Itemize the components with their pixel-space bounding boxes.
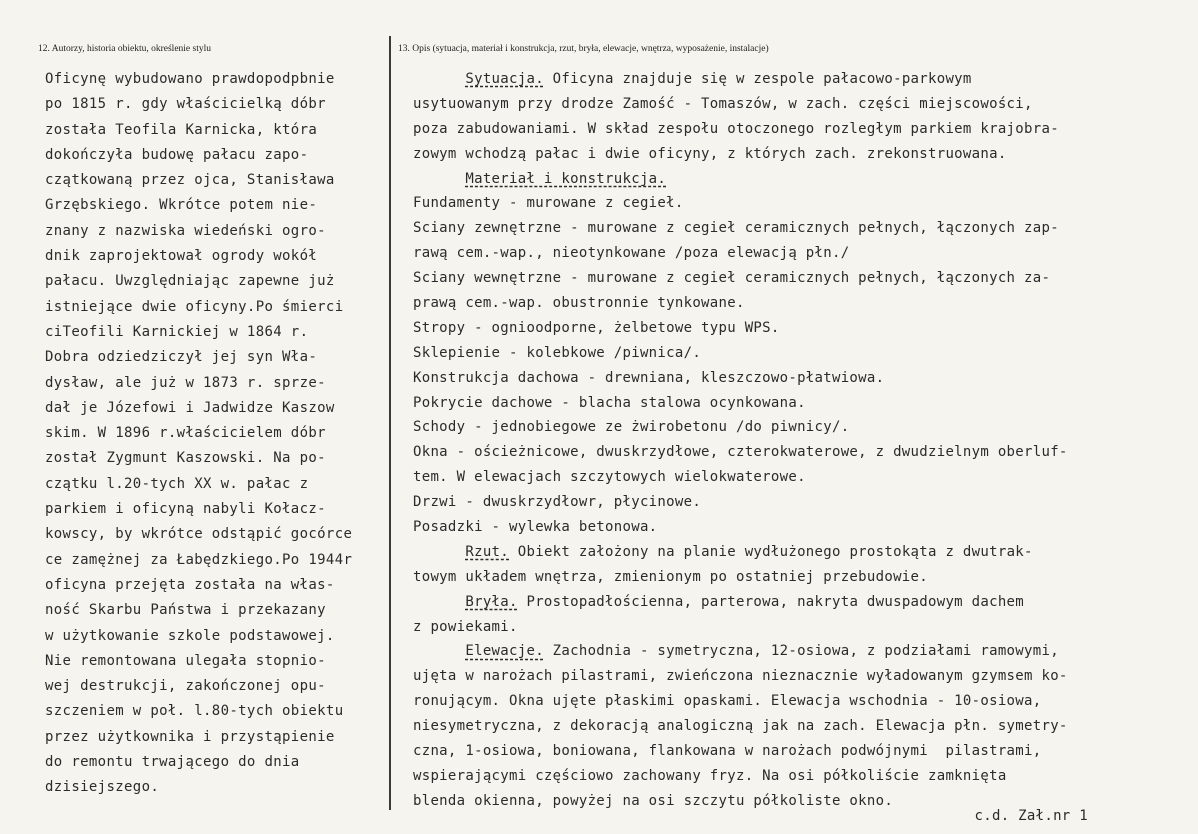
line-text: Obiekt założony na planie wydłużonego prostokąta z dwutrak- [509,543,1033,560]
description-line [413,565,1183,590]
line-text: Okna - ościeżnicowe, dwuskrzydłowe, czterokwaterowe, z dwudzielnym oberluf- [413,444,1068,461]
section-heading: Elewacje. [465,643,544,660]
history-line: pałacu. Uwzględniając zapewne już [45,273,335,290]
history-line: ce zamężnej za Łabędzkiego.Po 1944r [45,551,353,568]
history-line: dokończyła budowę pałacu zapo- [45,146,309,163]
line-text: Oficyna znajduje się w zespole pałacowo-parkowym [543,71,972,87]
description-line [413,67,1183,92]
history-line: parkiem i oficyną nabyli Kołacz- [45,501,326,518]
description-line [413,615,1183,640]
description-line [413,590,1183,615]
description-line [413,316,1183,341]
description-line [413,167,1183,192]
description-line [413,341,1183,366]
line-text: Sciany zewnętrzne - murowane z cegieł ceramicznych pełnych, łączonych zap- [413,220,1059,237]
description-line [413,689,1183,714]
description-line [413,241,1183,266]
description-line [413,391,1183,416]
history-line: czątku l.20-tych XX w. pałac z [45,475,309,492]
description-line [413,117,1183,142]
history-line: czątkowaną przez ojca, Stanisława [45,172,335,189]
line-indent [413,544,465,560]
section-13-header: 13. Opis (sytuacja, materiał i konstrukcja, rzut, bryła, elewacje, wnętrza, wyposażenie, instalacje) [398,44,769,54]
section-heading: Bryła. [465,593,518,610]
history-line: dnik zaprojektował ogrody wokół [45,248,318,265]
description-line [413,291,1183,316]
line-text: usytuowanym przy drodze Zamość - Tomaszów, w zach. części miejscowości, [413,95,1033,112]
line-text: Pokrycie dachowe - blacha stalowa ocynkowana. [413,394,806,411]
history-line: ność Skarbu Państwa i przekazany [45,602,326,619]
line-text: ujęta w narożach pilastrami, zwieńczona nieznacznie wyładowanym gzymsem ko- [413,668,1068,685]
line-text: Posadzki - wylewka betonowa. [413,519,658,536]
line-indent [413,643,465,659]
description-line [413,191,1183,216]
description-line [413,266,1183,291]
line-text: blenda okienna, powyżej na osi szczytu półkoliste okno. [413,792,894,809]
description-line [413,415,1183,440]
line-text: Schody - jednobiegowe ze żwirobetonu /do piwnicy/. [413,419,850,436]
line-text: z powiekami. [413,618,518,635]
history-line: istniejące dwie oficyny.Po śmierci [45,298,344,315]
section-heading: Sytuacja. [465,71,544,87]
section-heading: Rzut. [465,543,510,560]
line-text: prawą cem.-wap. obustronnie tynkowane. [413,295,745,312]
description-text-column [413,67,1183,814]
line-text: towym układem wnętrza, zmienionym po ostatniej przebudowie. [413,568,928,585]
history-line: kowscy, by wkrótce odstąpić gocórce [45,526,353,543]
section-12-header: 12. Autorzy, historia obiektu, określenie stylu [38,44,211,54]
history-line: dał je Józefowi i Jadwidze Kaszow [45,399,335,416]
line-text: Drzwi - dwuskrzydłowr, płycinowe. [413,494,702,511]
line-text: rawą cem.-wap., nieotynkowane /poza elewacją płn./ [413,245,850,262]
line-text: ronującym. Okna ujęte płaskimi opaskami. Elewacja wschodnia - 10-osiowa, [413,693,1042,710]
line-text: Sciany wewnętrzne - murowane z cegieł ceramicznych pełnych, łączonych za- [413,270,1051,287]
line-indent [413,71,465,87]
history-line: została Teofila Karnicka, która [45,121,318,138]
footer-note: c.d. Zał.nr 1 [974,808,1088,824]
line-text: Prostopadłościenna, parterowa, nakryta dwuspadowym dachem [517,593,1025,610]
history-text-column [45,67,390,801]
description-line [413,739,1183,764]
description-line [413,440,1183,465]
line-text: Konstrukcja dachowa - drewniana, kleszczowo-płatwiowa. [413,369,885,386]
description-line [413,664,1183,689]
history-line: skim. W 1896 r.właścicielem dóbr [45,425,326,442]
history-line: do remontu trwającego do dnia [45,754,300,771]
line-text: wspierającymi częściowo zachowany fryz. Na osi półkoliście zamknięta [413,767,1007,784]
history-line: Nie remontowana ulegała stopnio- [45,652,326,669]
history-line: znany z nazwiska wiedeński ogro- [45,222,326,239]
line-text: Zachodnia - symetryczna, 12-osiowa, z podziałami ramowymi, [543,643,1059,660]
history-line: został Zygmunt Kaszowski. Na po- [45,450,326,467]
history-line: w użytkowanie szkole podstawowej. [45,627,335,644]
description-line [413,465,1183,490]
description-line [413,515,1183,540]
history-line: dzisiejszego. [45,779,160,796]
description-line [413,216,1183,241]
section-heading: Materiał i konstrukcja. [465,170,667,187]
line-text: Stropy - ognioodporne, żelbetowe typu WPS. [413,319,780,336]
history-line: szczeniem w poł. l.80-tych obiektu [45,703,344,720]
line-text: tem. W elewacjach szczytowych wielokwaterowe. [413,469,806,486]
history-line: oficyna przejęta została na włas- [45,576,335,593]
history-line: dysław, ale już w 1873 r. sprze- [45,374,326,391]
line-text: Sklepienie - kolebkowe /piwnica/. [413,344,702,361]
description-line [413,490,1183,515]
history-line: ciTeofili Karnickiej w 1864 r. [45,323,309,340]
line-indent [413,594,465,610]
line-indent [413,171,465,187]
history-line: wej destrukcji, zakończonej opu- [45,678,326,695]
description-line [413,366,1183,391]
line-text: Fundamenty - murowane z cegieł. [413,195,684,212]
description-line [413,764,1183,789]
history-line: Grzębskiego. Wkrótce potem nie- [45,197,318,214]
line-text: zowym wchodzą pałac i dwie oficyny, z których zach. zrekonstruowana. [413,145,1007,162]
description-line [413,92,1183,117]
description-line [413,540,1183,565]
description-line [413,714,1183,739]
history-line: Oficynę wybudowano prawdopodpbnie [45,71,335,87]
history-line: przez użytkownika i przystąpienie [45,728,335,745]
description-line [413,142,1183,167]
line-text: niesymetryczna, z dekoracją analogiczną jak na zach. Elewacja płn. symetry- [413,718,1068,735]
line-text: poza zabudowaniami. W skład zespołu otoczonego rozległym parkiem krajobra- [413,120,1059,137]
line-text: czna, 1-osiowa, boniowana, flankowana w narożach podwójnymi pilastrami, [413,743,1042,760]
history-line: Dobra odziedziczył jej syn Wła- [45,349,318,366]
history-line: po 1815 r. gdy właścicielką dóbr [45,96,326,113]
description-line [413,639,1183,664]
